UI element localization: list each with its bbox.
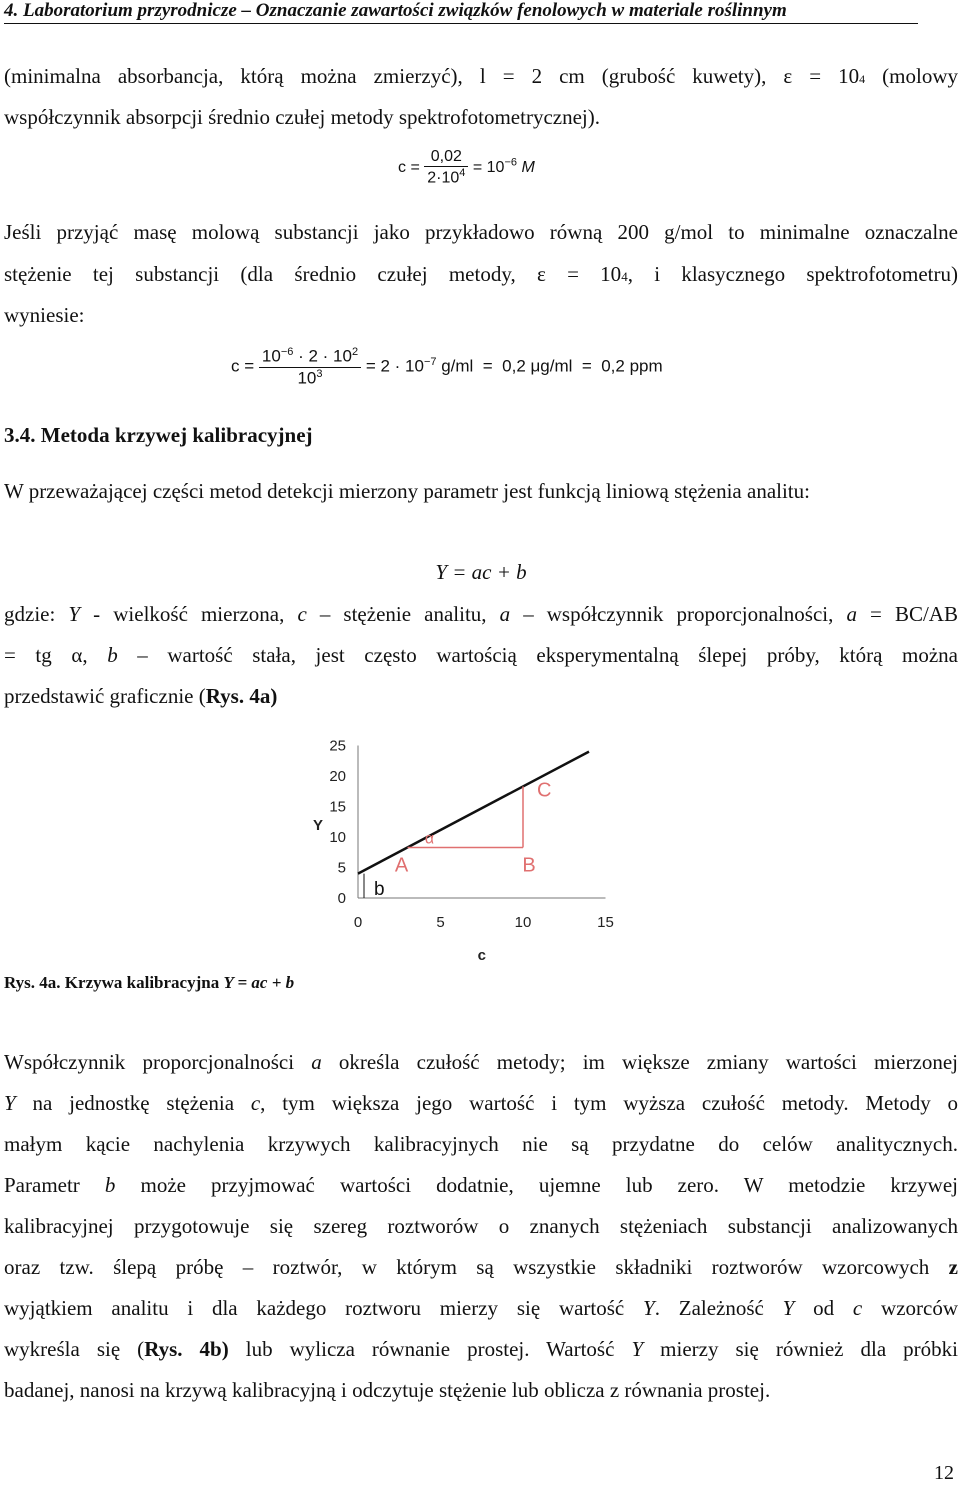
text: określa czułość metody; im większe zmiany wartości mierzonej <box>321 1050 958 1074</box>
calibration-chart <box>300 730 630 970</box>
rhs-exp: −7 <box>423 355 437 368</box>
den-exp: 3 <box>316 367 323 380</box>
text: wzorców <box>862 1296 958 1320</box>
num-exp: −6 <box>280 346 294 358</box>
formula-molar-concentration <box>398 148 535 187</box>
text: oraz tzw. ślepą próbę – roztwór, w którym są wszystkie składniki roztworów wzorcowych <box>4 1255 949 1279</box>
den-base: 2·10 <box>427 169 460 187</box>
para5-line-3: małym kącie nachylenia krzywych kalibracyjnych nie są przydatne do celów analitycznych. <box>4 1132 958 1156</box>
text: gdzie: <box>4 602 69 626</box>
para3: W przeważającej części metod detekcji mierzony parametr jest funkcją liniową stężenia analitu: <box>4 479 810 503</box>
text: (minimalna absorbancja, którą można zmierzyć), l = 2 cm (grubość kuwety), ε = 10 <box>4 64 860 88</box>
fraction <box>259 346 361 388</box>
label-C: C <box>537 779 552 802</box>
num-exp: 2 <box>351 346 359 358</box>
var: c <box>250 1091 261 1115</box>
para5-line-7 <box>4 1295 958 1321</box>
text: – stężenie analitu, <box>306 602 500 626</box>
y-axis-label: Y <box>312 816 324 834</box>
equation: Y = ac + b <box>435 560 527 584</box>
text: od <box>794 1296 853 1320</box>
formula-rhs: = 2 · 10 <box>365 356 424 376</box>
caption-label: Rys. 4a. Krzywa kalibracyjna <box>4 973 224 992</box>
para2-line-2 <box>4 261 958 290</box>
text: = BC/AB <box>856 602 958 626</box>
text: wyjątkiem analitu i dla każdego roztworu mierzy się wartość <box>4 1296 644 1320</box>
exponent: 4 <box>859 72 866 86</box>
text: na jednostkę stężenia <box>15 1091 251 1115</box>
para5-line-4 <box>4 1172 958 1198</box>
formula-lhs: c = <box>398 158 420 176</box>
y-tick-label: 0 <box>337 890 346 907</box>
intro-line-2: współczynnik absorpcji średnio czułej metody spektrofotometrycznej). <box>4 105 600 129</box>
para5-line-1 <box>4 1049 958 1075</box>
text: , i klasycznego spektrofotometru) <box>627 262 958 286</box>
text: Parametr <box>4 1173 105 1197</box>
text: lub wylicza równanie prostej. Wartość <box>228 1337 632 1361</box>
running-header: 4. Laboratorium przyrodnicze – Oznaczanie zawartości związków fenolowych w materiale roślinnym <box>4 0 918 24</box>
x-tick-label: 0 <box>353 914 363 931</box>
y-tick-label: 5 <box>337 859 346 877</box>
num-part: · 2 · 10 <box>293 346 352 366</box>
formula-rhs-units: g/ml = 0,2 μg/ml = 0,2 ppm <box>436 356 663 376</box>
y-tick-label: 25 <box>329 737 346 755</box>
para2-line-3: wyniesie: <box>4 303 85 327</box>
text: – wartość stała, jest często wartością eksperymentalną ślepej próby, którą można <box>117 643 958 667</box>
text: mierzy się również dla próbki <box>643 1337 959 1361</box>
var: b <box>107 643 118 667</box>
text: – współczynnik proporcjonalności, <box>510 602 847 626</box>
text: - wielkość mierzona, <box>80 602 298 626</box>
var: Y <box>782 1296 795 1320</box>
unit-M: M <box>521 158 535 176</box>
numerator <box>259 346 361 368</box>
para4-line-3 <box>4 683 958 709</box>
exponent: 4 <box>621 269 628 284</box>
var: Y <box>4 1091 16 1115</box>
x-tick-label: 10 <box>514 914 532 931</box>
text: . Zależność <box>654 1296 783 1320</box>
denominator <box>259 368 361 389</box>
formula-min-concentration <box>231 346 663 388</box>
formula-lhs: c = <box>231 356 255 376</box>
label-B: B <box>522 854 536 877</box>
label-alpha: α <box>424 830 435 848</box>
text: z <box>948 1255 958 1279</box>
text: stężenie tej substancji (dla średnio czułej metody, ε = 10 <box>4 262 622 286</box>
den-base: 10 <box>297 368 317 388</box>
text: = tg α, <box>4 643 108 667</box>
label-A: A <box>394 854 409 877</box>
var: Y <box>68 602 81 626</box>
var: a <box>846 602 857 626</box>
var: c <box>297 602 307 626</box>
var: Y <box>643 1296 655 1320</box>
text: przedstawić graficznie ( <box>4 684 206 708</box>
para5-line-9: badanej, nanosi na krzywą kalibracyjną i odczytuje stężenie lub oblicza z równania prostej. <box>4 1378 771 1402</box>
label-b: b <box>374 878 385 900</box>
y-tick-label: 15 <box>329 798 346 816</box>
var: a <box>499 602 511 626</box>
para4-line-2 <box>4 642 958 668</box>
section-heading: 3.4. Metoda krzywej kalibracyjnej <box>4 423 313 447</box>
rhs-exp: −6 <box>504 156 517 169</box>
text: wykreśla się ( <box>4 1337 145 1361</box>
text: (molowy <box>865 64 959 88</box>
text: może przyjmować wartości dodatnie, ujemne lub zero. W metodzie krzywej <box>115 1173 958 1197</box>
page-number: 12 <box>934 1462 954 1484</box>
para2-line-1: Jeśli przyjąć masę molową substancji jako przykładowo równą 200 g/mol to minimalne oznaczalne <box>4 220 958 244</box>
text: , tym większa jego wartość i tym wyższa czułość metody. Metody o <box>260 1091 958 1115</box>
figure-ref: Rys. 4b) <box>144 1337 229 1361</box>
text: Współczynnik proporcjonalności <box>4 1050 312 1074</box>
para5-line-6 <box>4 1254 958 1280</box>
y-tick-label: 10 <box>329 829 346 846</box>
formula-rhs: = 10 <box>472 158 505 176</box>
x-axis-label: c <box>477 947 486 964</box>
x-tick-label: 5 <box>436 914 445 931</box>
var: Y <box>631 1337 644 1361</box>
x-tick-label: 15 <box>597 914 614 931</box>
figure-ref: Rys. 4a) <box>205 684 278 708</box>
caption-formula: Y = ac + b <box>223 973 295 992</box>
para4-line-1 <box>4 601 958 627</box>
fraction <box>424 148 468 187</box>
para5-line-5: kalibracyjnej przygotowuje się szereg roztworów o znanych stężeniach substancji analizowanych <box>4 1214 958 1238</box>
calibration-line <box>358 752 589 877</box>
num-part: 10 <box>261 346 281 366</box>
figure-caption <box>4 972 958 994</box>
para5-line-2 <box>4 1090 958 1116</box>
var: a <box>311 1050 322 1074</box>
y-tick-label: 20 <box>329 768 346 785</box>
den-exp: 4 <box>459 167 466 179</box>
var: b <box>104 1173 116 1197</box>
var: c <box>852 1296 863 1320</box>
denominator <box>424 167 468 187</box>
intro-line-1 <box>4 63 958 92</box>
para5-line-8 <box>4 1336 958 1362</box>
numerator: 0,02 <box>424 148 468 167</box>
